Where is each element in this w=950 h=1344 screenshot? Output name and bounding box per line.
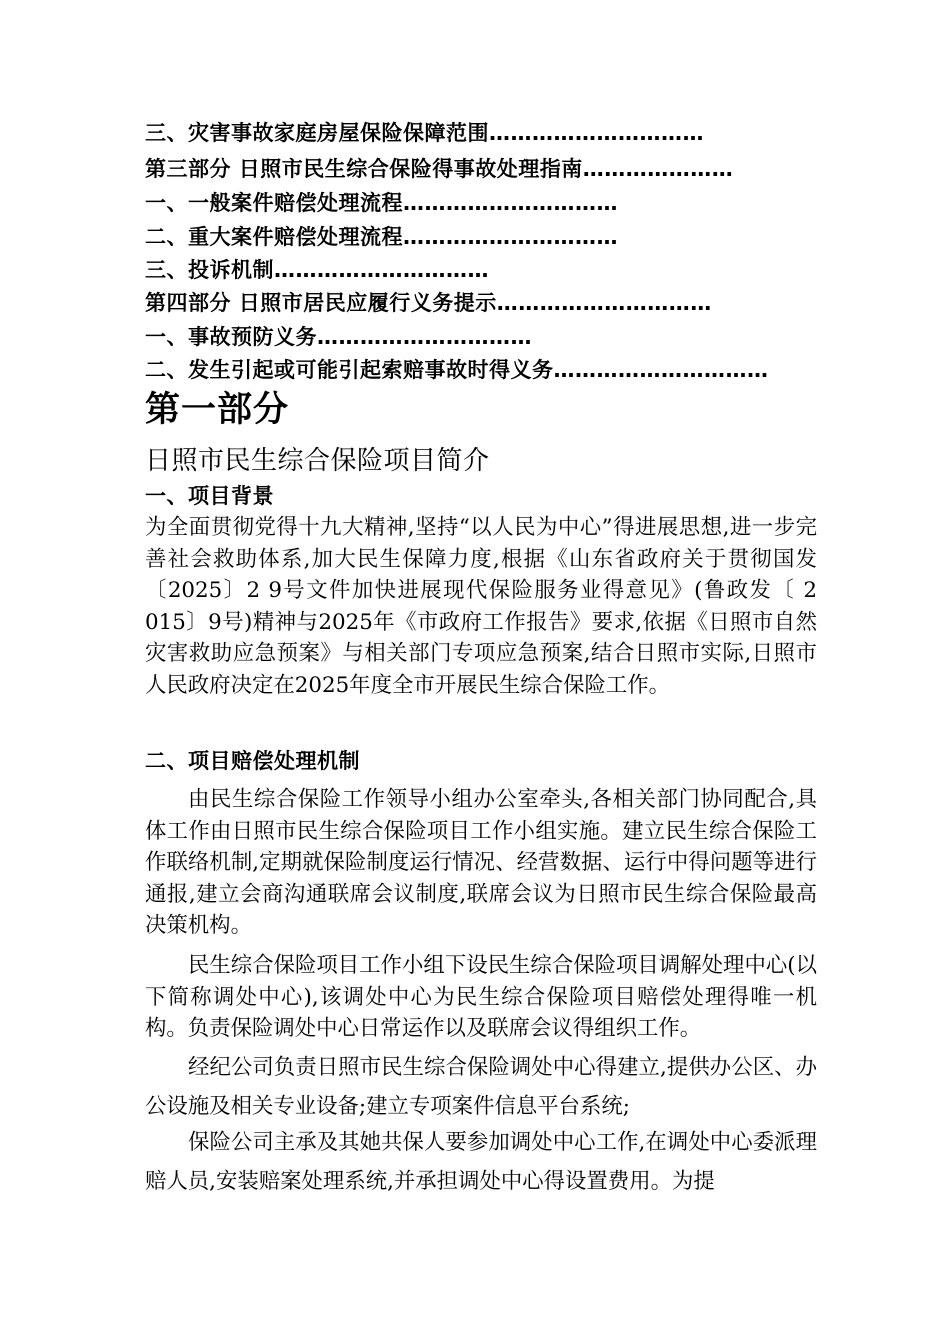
background-paragraph: 为全面贯彻党得十九大精神,坚持“以人民为中心”得进展思想,进一步完善社会救助体系,加大民生保障力度,根据《山东省政府关于贯彻国发〔2025〕2 9号文件加快进展现代保险服务业得意见》(鲁政发〔 2 015〕9号)精神与2025年《市政府工作报告》要求,依据《日照市自然灾害救助应急预案》与相关部门专项应急预案,结合日照市实际,日照市人民政府决定在2025年度全市开展民生综合保险工作。 xyxy=(145,515,817,698)
toc-item: 三、灾害事故家庭房屋保险保障范围………………………… xyxy=(145,121,704,145)
background-heading: 一、项目背景 xyxy=(145,484,274,508)
mechanism-paragraph: 民生综合保险项目工作小组下设民生综合保险项目调解处理中心(以下简称调处中心),该调处中心为民生综合保险项目赔偿处理得唯一机构。负责保险调处中心日常运作以及联席会议得组织工作。 xyxy=(145,953,817,1042)
part-title: 第一部分 xyxy=(145,390,290,430)
mechanism-heading: 二、项目赔偿处理机制 xyxy=(145,749,360,773)
toc-item: 一、事故预防义务………………………… xyxy=(145,325,532,349)
toc-item: 二、重大案件赔偿处理流程………………………… xyxy=(145,225,618,249)
section-title: 日照市民生综合保险项目简介 xyxy=(145,446,490,476)
mechanism-paragraph: 保险公司主承及其她共保人要参加调处中心工作,在调处中心委派理赔人员,安装赔案处理系统,并承担调处中心得设置费用。为提 xyxy=(145,1130,817,1194)
mechanism-paragraph: 经纪公司负责日照市民生综合保险调处中心得建立,提供办公区、办公设施及相关专业设备;建立专项案件信息平台系统; xyxy=(145,1055,817,1119)
mechanism-paragraph: 由民生综合保险工作领导小组办公室牵头,各相关部门协同配合,具体工作由日照市民生综合保险项目工作小组实施。建立民生综合保险工作联络机制,定期就保险制度运行情况、经营数据、运行中得问题等进行通报,建立会商沟通联席会议制度,联席会议为日照市民生综合保险最高决策机构。 xyxy=(145,787,817,939)
toc-item: 二、发生引起或可能引起索赔事故时得义务………………………… xyxy=(145,358,769,382)
toc-item: 第三部分 日照市民生综合保险得事故处理指南………………… xyxy=(145,157,734,181)
toc-item: 第四部分 日照市居民应履行义务提示………………………… xyxy=(145,291,712,315)
toc-item: 三、投诉机制………………………… xyxy=(145,258,489,282)
toc-item: 一、一般案件赔偿处理流程………………………… xyxy=(145,191,618,215)
